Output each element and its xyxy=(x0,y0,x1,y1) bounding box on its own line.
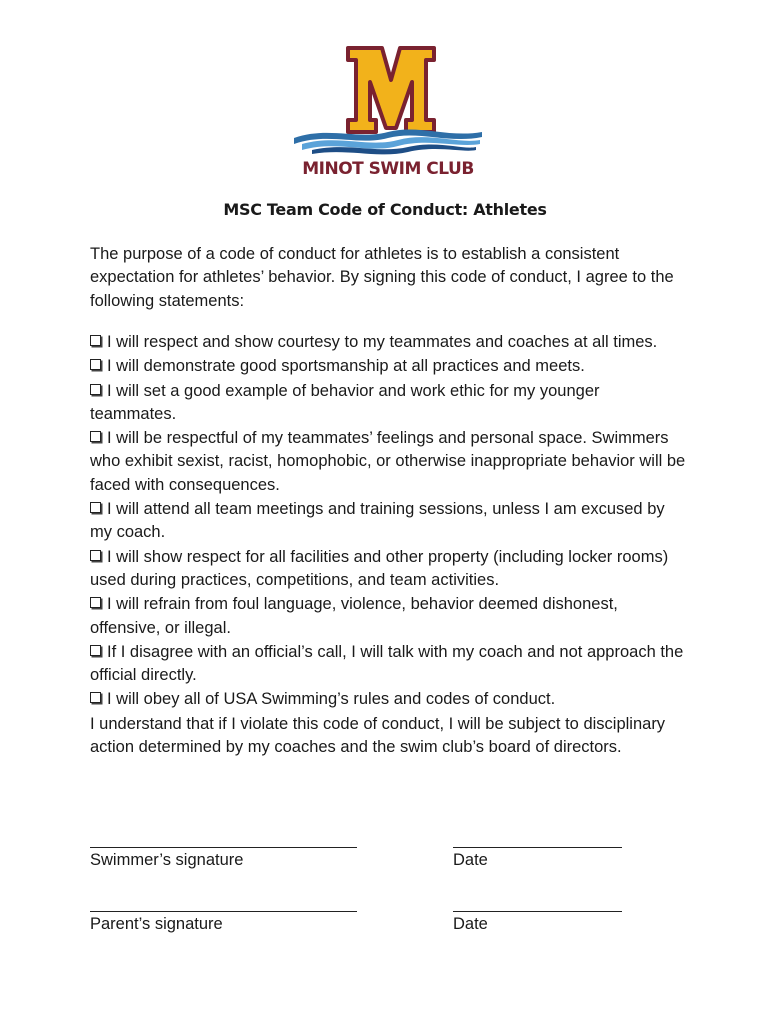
club-logo xyxy=(288,40,488,180)
checkbox-icon[interactable] xyxy=(90,502,101,513)
closing-paragraph: I understand that if I violate this code of conduct, I will be subject to disciplinary action determined by my coaches and the swim club’s board of directors. xyxy=(90,714,666,757)
logo-m-shape xyxy=(348,48,434,132)
checkbox-icon[interactable] xyxy=(90,692,101,703)
parent-date-label: Date xyxy=(453,915,488,933)
statement-item: I will set a good example of behavior and work ethic for my younger teammates. xyxy=(90,381,600,423)
parent-signature-line[interactable]: ______________________________ xyxy=(90,896,357,913)
parent-date-line[interactable]: ___________________ xyxy=(453,896,623,913)
statement-item: I will refrain from foul language, violence, behavior deemed dishonest, offensive, or illegal. xyxy=(90,595,618,637)
page-title: MSC Team Code of Conduct: Athletes xyxy=(223,200,547,219)
logo-club-name: MINOT SWIM CLUB xyxy=(302,159,474,179)
club-logo-graphic xyxy=(288,40,488,180)
swimmer-date-label: Date xyxy=(453,851,488,869)
statement-list xyxy=(90,331,690,759)
checkbox-icon[interactable] xyxy=(90,550,101,561)
swimmer-signature-label: Swimmer’s signature xyxy=(90,851,244,869)
intro-paragraph: The purpose of a code of conduct for athletes is to establish a consistent expectation for athletes’ behavior. By signing this code of conduct, I agree to the following statements: xyxy=(90,245,674,310)
parent-signature-label: Parent’s signature xyxy=(90,915,223,933)
checkbox-icon[interactable] xyxy=(90,359,101,370)
swimmer-date-line[interactable]: ___________________ xyxy=(453,832,623,849)
swimmer-signature-line[interactable]: ______________________________ xyxy=(90,832,357,849)
checkbox-icon[interactable] xyxy=(90,645,101,656)
statement-item: I will demonstrate good sportsmanship at all practices and meets. xyxy=(90,355,690,378)
statement-item: If I disagree with an official’s call, I will talk with my coach and not approach the official directly. xyxy=(90,642,684,685)
checkbox-icon[interactable] xyxy=(90,431,101,442)
checkbox-icon[interactable] xyxy=(90,597,101,608)
statement-item: I will show respect for all facilities and other property (including locker rooms) used during practices, competitions, and team activities. xyxy=(90,547,669,589)
statement-item: I will respect and show courtesy to my teammates and coaches at all times. xyxy=(90,331,690,354)
statement-item: I will be respectful of my teammates’ feelings and personal space. Swimmers who exhibit sexist, racist, homophobic, or otherwise inappropriate behavior will be faced with consequences. xyxy=(90,429,686,494)
checkbox-icon[interactable] xyxy=(90,335,101,346)
statement-item: I will obey all of USA Swimming’s rules and codes of conduct. xyxy=(90,688,690,711)
statement-item: I will attend all team meetings and training sessions, unless I am excused by my coach. xyxy=(90,500,665,542)
checkbox-icon[interactable] xyxy=(90,384,101,395)
